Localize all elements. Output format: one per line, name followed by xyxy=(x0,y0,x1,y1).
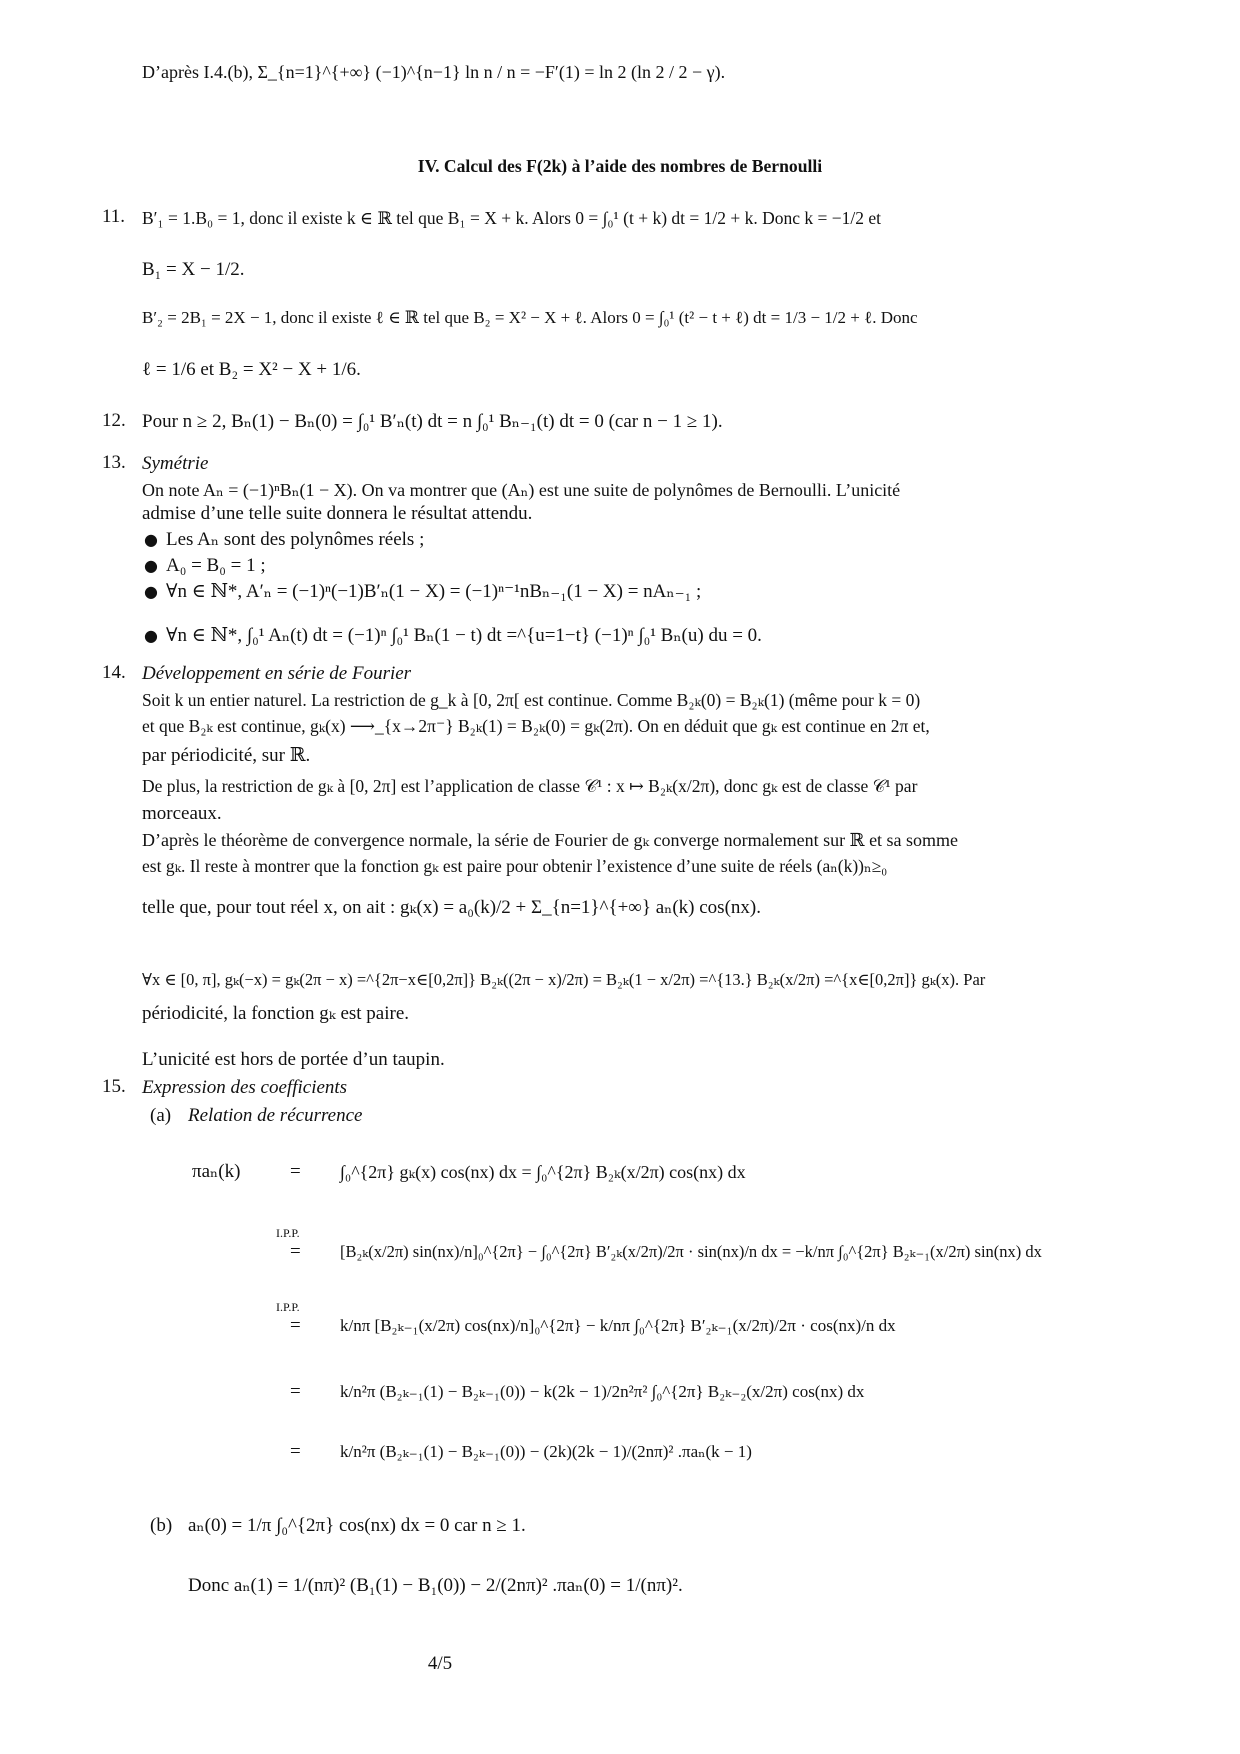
q13-bullet-dot: ● xyxy=(144,556,158,575)
section-title: IV. Calcul des F(2k) à l’aide des nombres de Bernoulli xyxy=(417,156,823,176)
eq4-rhs: k/n²π (B₂ₖ₋₁(1) − B₂ₖ₋₁(0)) − k(2k − 1)/2n²π² ∫₀^{2π} B₂ₖ₋₂(x/2π) cos(nx) dx xyxy=(340,1382,865,1401)
q13-bullet-dot: ● xyxy=(144,530,158,549)
q13-bullet-dot: ● xyxy=(144,626,158,645)
q13-title: Symétrie xyxy=(142,453,209,474)
q14-line6: D’après le théorème de convergence normale, la série de Fourier de gₖ converge normalement sur ℝ et sa somme xyxy=(142,830,959,850)
q15-sub-b-line1: aₙ(0) = 1/π ∫₀^{2π} cos(nx) dx = 0 car n ≥ 1. xyxy=(188,1515,526,1536)
eq3-ipp: I.P.P. xyxy=(276,1300,300,1314)
q13-bullet-4: ∀n ∈ ℕ*, ∫₀¹ Aₙ(t) dt = (−1)ⁿ ∫₀¹ Bₙ(1 − t) dt =^{u=1−t} (−1)ⁿ ∫₀¹ Bₙ(u) du = 0. xyxy=(166,625,762,646)
q13-number: 13. xyxy=(102,452,126,473)
q13-bullet-dot: ● xyxy=(144,582,158,601)
q13-p2: admise d’une telle suite donnera le résultat attendu. xyxy=(142,503,533,524)
q12-number: 12. xyxy=(102,410,126,431)
q11-number: 11. xyxy=(102,206,126,227)
q14-line8: telle que, pour tout réel x, on ait : gₖ(x) = a₀(k)/2 + Σ_{n=1}^{+∞} aₙ(k) cos(nx). xyxy=(142,897,761,918)
eq2-sign: = xyxy=(290,1241,301,1262)
q13-bullet-2: A₀ = B₀ = 1 ; xyxy=(166,555,266,576)
q14-line7: est gₖ. Il reste à montrer que la fonction gₖ est paire pour obtenir l’existence d’une suite de réels (aₙ(k))ₙ≥₀ xyxy=(142,856,888,876)
eq2-ipp: I.P.P. xyxy=(276,1226,300,1240)
q15-sub-a-title: Relation de récurrence xyxy=(188,1105,363,1126)
q11-line2: B₁ = X − 1/2. xyxy=(142,259,245,280)
q13-bullet-3: ∀n ∈ ℕ*, A′ₙ = (−1)ⁿ(−1)B′ₙ(1 − X) = (−1)ⁿ⁻¹nBₙ₋₁(1 − X) = nAₙ₋₁ ; xyxy=(166,581,702,602)
eq5-rhs: k/n²π (B₂ₖ₋₁(1) − B₂ₖ₋₁(0)) − (2k)(2k − 1)/(2nπ)² .πaₙ(k − 1) xyxy=(340,1442,752,1461)
eq1-sign: = xyxy=(290,1161,301,1182)
page-number: 4/5 xyxy=(427,1653,453,1674)
q13-bullet-1: Les Aₙ sont des polynômes réels ; xyxy=(166,529,425,550)
q11-line4: ℓ = 1/6 et B₂ = X² − X + 1/6. xyxy=(142,359,361,380)
eq1-rhs: ∫₀^{2π} gₖ(x) cos(nx) dx = ∫₀^{2π} B₂ₖ(x/2π) cos(nx) dx xyxy=(340,1162,746,1182)
eq3-sign: = xyxy=(290,1315,301,1336)
q14-line5: morceaux. xyxy=(142,803,222,824)
q14-line3: par périodicité, sur ℝ. xyxy=(142,745,311,766)
q14-line2: et que B₂ₖ est continue, gₖ(x) ⟶_{x→2π⁻} B₂ₖ(1) = B₂ₖ(0) = gₖ(2π). On en déduit que gₖ est continue en 2π et, xyxy=(142,716,930,736)
q11-line1: B′₁ = 1.B₀ = 1, donc il existe k ∈ ℝ tel que B₁ = X + k. Alors 0 = ∫₀¹ (t + k) dt = 1/2 + k. Donc k = −1/2 et xyxy=(142,208,881,228)
q14-line11: L’unicité est hors de portée d’un taupin. xyxy=(142,1049,445,1070)
intro-line: D’après I.4.(b), Σ_{n=1}^{+∞} (−1)^{n−1} ln n / n = −F′(1) = ln 2 (ln 2 / 2 − γ). xyxy=(142,62,726,82)
eq5-sign: = xyxy=(290,1441,301,1462)
q15-number: 15. xyxy=(102,1076,126,1097)
eq2-rhs: [B₂ₖ(x/2π) sin(nx)/n]₀^{2π} − ∫₀^{2π} B′₂ₖ(x/2π)/2π · sin(nx)/n dx = −k/nπ ∫₀^{2π} B₂ₖ₋₁(x/2π) sin(nx) dx xyxy=(340,1242,1042,1261)
q13-p1: On note Aₙ = (−1)ⁿBₙ(1 − X). On va montrer que (Aₙ) est une suite de polynômes de Bernoulli. L’unicité xyxy=(142,480,901,500)
q14-number: 14. xyxy=(102,662,126,683)
q12-line1: Pour n ≥ 2, Bₙ(1) − Bₙ(0) = ∫₀¹ B′ₙ(t) dt = n ∫₀¹ Bₙ₋₁(t) dt = 0 (car n − 1 ≥ 1). xyxy=(142,411,723,432)
q11-line3: B′₂ = 2B₁ = 2X − 1, donc il existe ℓ ∈ ℝ tel que B₂ = X² − X + ℓ. Alors 0 = ∫₀¹ (t² − t + ℓ) dt = 1/3 − 1/2 + ℓ. Donc xyxy=(142,308,918,327)
q15-sub-b-label: (b) xyxy=(150,1515,173,1536)
q14-title: Développement en série de Fourier xyxy=(142,663,412,684)
q14-line1: Soit k un entier naturel. La restriction de g_k à [0, 2π[ est continue. Comme B₂ₖ(0) = B₂ₖ(1) (même pour k = 0) xyxy=(142,690,921,710)
q15-title: Expression des coefficients xyxy=(142,1077,348,1098)
q14-line10: périodicité, la fonction gₖ est paire. xyxy=(142,1003,410,1024)
q14-line4: De plus, la restriction de gₖ à [0, 2π] est l’application de classe 𝒞¹ : x ↦ B₂ₖ(x/2π), donc gₖ est de classe 𝒞¹ par xyxy=(142,776,918,796)
eq4-sign: = xyxy=(290,1381,301,1402)
q15-sub-a-label: (a) xyxy=(150,1105,172,1126)
q14-line9: ∀x ∈ [0, π], gₖ(−x) = gₖ(2π − x) =^{2π−x∈[0,2π]} B₂ₖ((2π − x)/2π) = B₂ₖ(1 − x/2π) =^{13.} B₂ₖ(x/2π) =^{x∈[0,2π]} gₖ(x). Par xyxy=(142,970,986,989)
eq1-lhs: πaₙ(k) xyxy=(192,1161,241,1182)
q15-sub-b-line2: Donc aₙ(1) = 1/(nπ)² (B₁(1) − B₁(0)) − 2/(2nπ)² .πaₙ(0) = 1/(nπ)². xyxy=(188,1575,683,1596)
eq3-rhs: k/nπ [B₂ₖ₋₁(x/2π) cos(nx)/n]₀^{2π} − k/nπ ∫₀^{2π} B′₂ₖ₋₁(x/2π)/2π · cos(nx)/n dx xyxy=(340,1316,896,1335)
